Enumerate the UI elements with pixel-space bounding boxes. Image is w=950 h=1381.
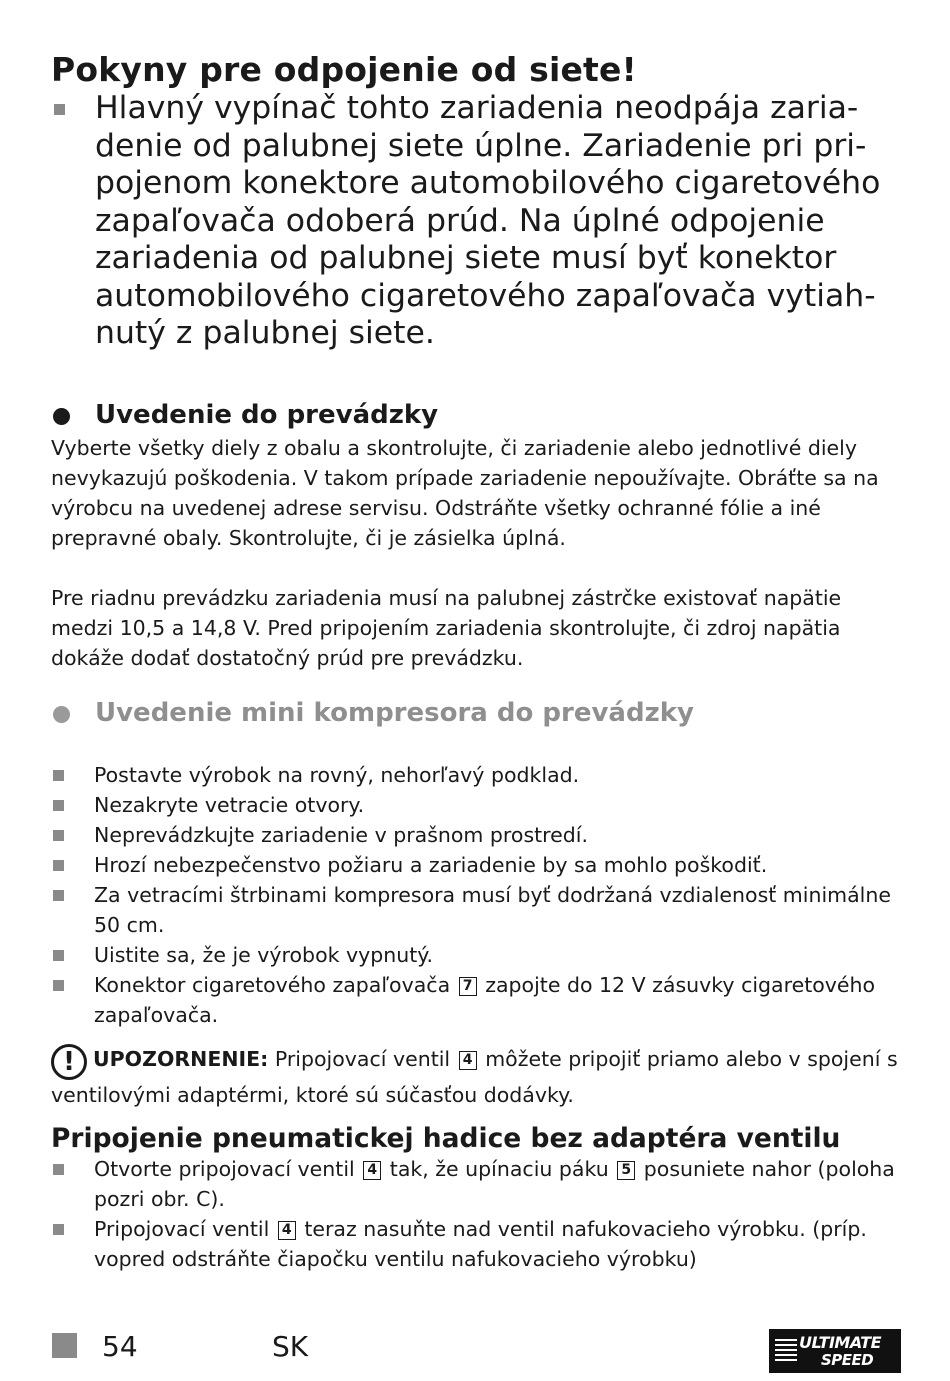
logo-text-line1: ULTIMATE: [799, 1333, 882, 1352]
square-bullet-icon: [53, 800, 64, 811]
page-number: 54: [102, 1330, 138, 1363]
paragraph: Pre riadnu prevádzku zariadenia musí na palubnej zástrčke existovať napätie medzi 10,5 a 14,8 V. Pred pripojením zariadenia skontrolujte, či zdroj napätia dokáže dodať dostatočný prúd pre prevádzku.: [51, 585, 842, 670]
list-item: [51, 1154, 903, 1214]
list-item-text: Za vetracími štrbinami kompresora musí byť dodržaná vzdialenosť minimálne 50 cm.: [94, 882, 891, 937]
list-item-text: Otvorte pripojovací ventil: [94, 1156, 355, 1181]
exclamation-icon: !: [51, 1044, 87, 1080]
part-reference-number: 4: [363, 1161, 381, 1180]
warning-item: [51, 90, 903, 353]
list-item: [51, 820, 903, 850]
language-code: SK: [272, 1330, 309, 1363]
list-item-text: zapojte do 12 V zásuvky cigaretového zapaľovača.: [94, 972, 876, 1027]
list-item-text: Nezakryte vetracie otvory.: [94, 792, 365, 817]
square-bullet-icon: [53, 980, 64, 991]
section-heading-startup: [51, 399, 903, 431]
list-item-text: teraz nasuňte nad ventil nafukovacieho výrobku. (príp. vopred odstráňte čiapočku ventilu nafukovacieho výrobku): [94, 1216, 867, 1271]
warning-title: Pokyny pre odpojenie od siete!: [51, 50, 637, 89]
section-heading-text: Uvedenie do prevádzky: [95, 399, 439, 430]
list-item: [51, 1214, 903, 1274]
list-item: [51, 790, 903, 820]
hose-instructions-list: [51, 1154, 903, 1274]
list-item-text: Konektor cigaretového zapaľovača: [94, 972, 451, 997]
square-bullet-icon: [54, 104, 65, 115]
bullet-dot-icon: [53, 408, 70, 425]
square-bullet-icon: [53, 830, 64, 841]
note-text: môžete pripojiť priamo alebo v spojení s ventilovými adaptérmi, ktoré sú súčasťou dodávky.: [51, 1046, 898, 1107]
part-reference-number: 7: [459, 977, 477, 996]
note-text: Pripojovací ventil: [274, 1046, 451, 1071]
square-bullet-icon: [53, 1164, 64, 1175]
square-bullet-icon: [53, 890, 64, 901]
logo-text-line2: SPEED: [821, 1351, 874, 1369]
compressor-instructions-list: [51, 760, 903, 1030]
list-item: [51, 760, 903, 790]
square-bullet-icon: [53, 770, 64, 781]
logo-stripes-icon: [775, 1339, 797, 1363]
warning-text: Hlavný vypínač tohto zariadenia neodpája zaria-denie od palubnej siete úplne. Zariadenie pri pri-pojenom konektore automobilového cigaretového zapaľovača odoberá prúd. Na úplné odpojenie zariadenia od palubnej siete musí byť konektor automobilového cigaretového zapaľovača vytiah-nutý z palubnej siete.: [95, 90, 881, 351]
list-item-text: tak, že upínaciu páku: [389, 1156, 609, 1181]
part-reference-number: 4: [459, 1051, 477, 1070]
manual-page: [51, 50, 903, 1274]
section-heading-text: Uvedenie mini kompresora do prevádzky: [95, 697, 694, 728]
part-reference-number: 4: [278, 1221, 296, 1240]
list-item: [51, 940, 903, 970]
ultimate-speed-logo: [769, 1329, 901, 1373]
list-item-text: posuniete nahor (poloha pozri obr. C).: [94, 1156, 895, 1211]
list-item: [51, 970, 903, 1030]
square-bullet-icon: [53, 860, 64, 871]
list-item-text: Neprevádzkujte zariadenie v prašnom prostredí.: [94, 822, 588, 847]
list-item-text: Uistite sa, že je výrobok vypnutý.: [94, 942, 434, 967]
bullet-dot-icon: [53, 706, 70, 723]
list-item: [51, 850, 903, 880]
list-item-text: Postavte výrobok na rovný, nehorľavý podklad.: [94, 762, 580, 787]
part-reference-number: 5: [617, 1161, 635, 1180]
section-heading-hose: Pripojenie pneumatickej hadice bez adaptéra ventilu: [51, 1122, 841, 1154]
list-item-text: Pripojovací ventil: [94, 1216, 270, 1241]
square-bullet-icon: [53, 950, 64, 961]
note-block: [51, 1044, 903, 1110]
square-bullet-icon: [53, 1224, 64, 1235]
paragraph: Vyberte všetky diely z obalu a skontrolujte, či zariadenie alebo jednotlivé diely nevykazujú poškodenia. V takom prípade zariadenie nepoužívajte. Obráťte sa na výrobcu na uvedenej adrese servisu. Odstráňte všetky ochranné fólie a iné prepravné obaly. Skontrolujte, či je zásielka úplná.: [51, 435, 879, 550]
section-heading-compressor: [51, 697, 903, 729]
page-footer: [51, 1330, 903, 1380]
footer-square-icon: [52, 1333, 77, 1358]
list-item-text: Hrozí nebezpečenstvo požiaru a zariadenie by sa mohlo poškodiť.: [94, 852, 768, 877]
note-label: UPOZORNENIE:: [93, 1046, 269, 1071]
list-item: [51, 880, 903, 940]
